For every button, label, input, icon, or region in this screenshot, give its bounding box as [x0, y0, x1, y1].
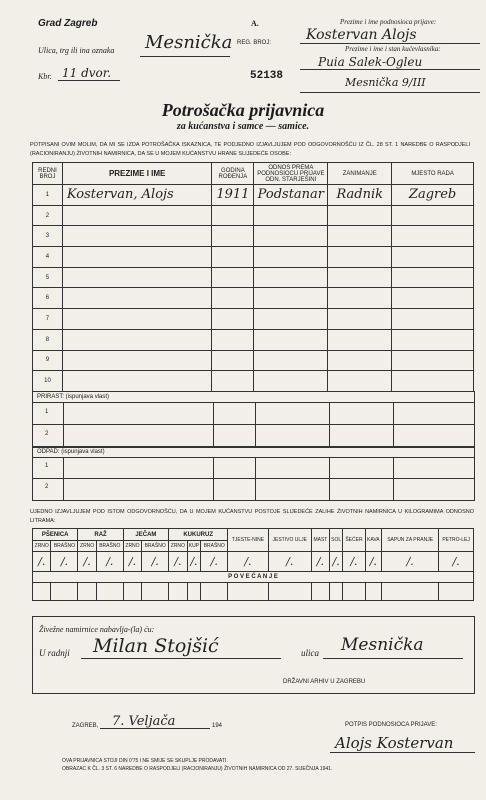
cell-relation [254, 267, 328, 288]
cell-place [392, 288, 474, 309]
stock-blank-cell [311, 583, 329, 601]
cell-no: 9 [33, 350, 63, 371]
cell-year [212, 247, 254, 268]
cell-year [212, 329, 254, 350]
increase-label: P O V E Ć A N J E [33, 572, 474, 583]
cell-name: Kostervan, Alojs [62, 185, 212, 206]
footer-note-1: OVA PRIJAVNICA STOJI DIN 0'75 I NE SMIJE SE SKUPLJE PRODAVATI. [62, 758, 228, 764]
intro-text: POTPISANI OVIM MOLIM, DA MI SE IZDA POTROŠAČKA ISKAZNICA, TE PODJEDNO IZJAVLJUJEM POD ODGOVORNOŠĆU IZ ČL. 28 ST. 1 NAREDBE O RASPODJELI (RACIONIRANJU) ŽIVOTNIH NAMIRNICA, DA SE U MOJEM KUĆANSTVU HRANE SLIJEDEĆE OSOBE: [30, 142, 470, 157]
stock-sub-heading: ZRNO [169, 541, 187, 552]
stock-value: /. [187, 552, 201, 572]
cell-occupation [328, 288, 392, 309]
cell-relation [254, 288, 328, 309]
stock-single-heading: PETRO-LEJ [439, 529, 474, 552]
cell-year [212, 350, 254, 371]
stock-value: /. [382, 552, 439, 572]
stock-blank-cell [96, 583, 123, 601]
stock-sub-heading: BRAŠNO [142, 541, 169, 552]
signature: Alojs Kostervan [335, 734, 454, 752]
cell-place [392, 226, 474, 247]
header-occupation: ZANIMANJE [328, 163, 392, 185]
cell-relation [254, 226, 328, 247]
table-row [33, 329, 474, 350]
cell-no: 8 [33, 329, 63, 350]
stock-blank-cell [365, 583, 382, 601]
departures-row-1: 1 [45, 463, 49, 469]
arrivals-row-1: 1 [45, 409, 49, 415]
table-row [33, 350, 474, 371]
cell-no: 2 [33, 205, 63, 226]
stock-single-heading: ŠEĆER [343, 529, 365, 552]
stock-value: /. [228, 552, 268, 572]
table-row [33, 371, 474, 392]
cell-name [62, 371, 212, 392]
cell-relation [254, 329, 328, 350]
table-row [33, 267, 474, 288]
header-name: PREZIME I IME [62, 163, 212, 185]
header-no: REDNI BROJ [33, 163, 63, 185]
cell-name [62, 226, 212, 247]
cell-no: 7 [33, 309, 63, 330]
footer-year: 194 [212, 723, 223, 729]
stock-single-heading: TJESTE-NINE [228, 529, 268, 552]
stock-group-heading: RAŽ [78, 529, 123, 541]
cell-name [62, 205, 212, 226]
stock-value: /. [142, 552, 169, 572]
cell-relation [254, 205, 328, 226]
stock-value: /. [78, 552, 96, 572]
stock-group-heading: JEČAM [123, 529, 168, 541]
cell-no: 6 [33, 288, 63, 309]
supply-box [32, 616, 475, 694]
footer-place: ZAGREB, [72, 723, 99, 729]
cell-place [392, 247, 474, 268]
stock-blank-row [33, 583, 474, 601]
stock-blank-cell [33, 583, 51, 601]
house-value: 11 dvor. [62, 66, 112, 80]
city-label: Grad Zagreb [38, 18, 98, 29]
street-value: Mesnička [145, 32, 233, 53]
house-label: Kbr. [38, 72, 52, 81]
stock-sub-heading: ZRNO [78, 541, 96, 552]
cell-occupation [328, 226, 392, 247]
stock-blank-cell [169, 583, 187, 601]
table-row [33, 185, 474, 206]
stock-blank-cell [228, 583, 268, 601]
stock-value: /. [343, 552, 365, 572]
stock-value: /. [33, 552, 51, 572]
stock-sub-heading: BRAŠNO [51, 541, 78, 552]
cell-name [62, 329, 212, 350]
stock-sub-heading: BRAŠNO [201, 541, 228, 552]
stock-sub-heading: ZRNO [123, 541, 141, 552]
cell-place [392, 267, 474, 288]
cell-occupation: Radnik [328, 185, 392, 206]
cell-name [62, 309, 212, 330]
cell-relation [254, 371, 328, 392]
stock-blank-cell [78, 583, 96, 601]
cell-year [212, 226, 254, 247]
arrivals-row-2: 2 [45, 431, 49, 437]
header-relation: ODNOS PREMA PODNOSIOCU PRIJAVE ODN. STARJEŠINI [254, 163, 328, 185]
header-year: GODINA ROĐENJA [212, 163, 254, 185]
stock-blank-cell [187, 583, 201, 601]
applicant-label: Prezime i ime podnosioca prijave: [340, 18, 437, 26]
cell-place [392, 205, 474, 226]
table-row [33, 205, 474, 226]
stock-blank-cell [382, 583, 439, 601]
cell-occupation [328, 267, 392, 288]
owner-label: Prezime i ime i stan kućevlasnika: [345, 45, 441, 53]
street-label-supply: ulica [301, 648, 319, 658]
cell-place [392, 309, 474, 330]
footer-date: 7. Veljača [112, 714, 176, 729]
cell-occupation [328, 309, 392, 330]
stock-increase-row [33, 572, 474, 583]
cell-name [62, 288, 212, 309]
arrivals-label: PRIRAST: (ispunjava vlast) [37, 394, 110, 400]
table-row [33, 226, 474, 247]
stock-value: /. [439, 552, 474, 572]
stock-group-heading: KUKURUZ [169, 529, 228, 541]
departures-block [32, 446, 475, 501]
stock-sub-heading: BRAŠNO [96, 541, 123, 552]
archive-stamp: DRŽAVNI ARHIV U ZAGREBU [283, 679, 366, 685]
letter-label: A. [251, 19, 259, 28]
cell-place [392, 350, 474, 371]
cell-year [212, 309, 254, 330]
cell-relation [254, 247, 328, 268]
reg-label: REG. BROJ: [237, 40, 272, 46]
departures-row-2: 2 [45, 484, 49, 490]
arrivals-block [32, 391, 475, 448]
stock-value: /. [96, 552, 123, 572]
cell-relation: Podstanar [254, 185, 328, 206]
cell-no: 1 [33, 185, 63, 206]
cell-relation [254, 350, 328, 371]
stock-sub-heading: ZRNO [33, 541, 51, 552]
form-title: Potrošačka prijavnica [161, 100, 325, 120]
shop-value: Milan Stojšić [93, 635, 219, 657]
stock-value: /. [329, 552, 342, 572]
departures-label: ODPAD: (ispunjava vlast) [37, 449, 105, 455]
stock-value: /. [201, 552, 228, 572]
cell-place [392, 371, 474, 392]
stock-value: /. [51, 552, 78, 572]
cell-place [392, 329, 474, 350]
cell-year [212, 371, 254, 392]
stock-blank-cell [343, 583, 365, 601]
signature-label: POTPIS PODNOSIOCA PRIJAVE: [345, 722, 437, 728]
stock-single-heading: JESTIVO ULJE [268, 529, 311, 552]
cell-year [212, 205, 254, 226]
persons-header-row [33, 163, 474, 185]
cell-year [212, 267, 254, 288]
stock-values-row [33, 552, 474, 572]
street-label: Ulica, trg ili ina oznaka [38, 46, 115, 55]
table-row [33, 247, 474, 268]
stock-value: /. [123, 552, 141, 572]
persons-table [32, 162, 474, 392]
reg-number: 52138 [250, 70, 284, 82]
cell-occupation [328, 247, 392, 268]
cell-no: 3 [33, 226, 63, 247]
stock-blank-cell [201, 583, 228, 601]
stock-single-heading: SAPUN ZA PRANJE [382, 529, 439, 552]
cell-occupation [328, 371, 392, 392]
stock-blank-cell [51, 583, 78, 601]
stock-group-row [33, 529, 474, 541]
supply-street-value: Mesnička [341, 635, 424, 655]
shop-label: U radnji [39, 648, 70, 658]
stock-sub-heading: KUP [187, 541, 201, 552]
applicant-value: Kostervan Alojs [306, 27, 417, 43]
stock-single-heading: MAST [311, 529, 329, 552]
header-place: MJESTO RADA [392, 163, 474, 185]
stock-value: /. [268, 552, 311, 572]
table-row [33, 309, 474, 330]
cell-occupation [328, 329, 392, 350]
footer-note-2: OBRAZAC K ČL. 3 ST. 6 NAREDBE O RASPODJELI (RACIONIRANJU) ŽIVOTNIH NAMIRNICA OD 27. SIJEČNJA 1941. [62, 766, 333, 772]
form-subtitle: za kućanstva i samce — samice. [176, 121, 310, 132]
cell-relation [254, 309, 328, 330]
cell-no: 4 [33, 247, 63, 268]
cell-year: 1911 [212, 185, 254, 206]
stock-blank-cell [142, 583, 169, 601]
supply-label: Živežne namirnice nabavlja-(la) ću: [39, 625, 155, 634]
cell-name [62, 267, 212, 288]
stock-single-heading: SOL [329, 529, 342, 552]
stock-table [32, 528, 474, 601]
stock-blank-cell [439, 583, 474, 601]
stock-value: /. [169, 552, 187, 572]
cell-occupation [328, 350, 392, 371]
stock-blank-cell [123, 583, 141, 601]
stock-value: /. [311, 552, 329, 572]
stock-value: /. [365, 552, 382, 572]
stock-single-heading: KAVA [365, 529, 382, 552]
cell-name [62, 350, 212, 371]
owner-address: Mesnička 9/III [345, 76, 426, 89]
cell-no: 5 [33, 267, 63, 288]
stock-blank-cell [268, 583, 311, 601]
cell-place: Zagreb [392, 185, 474, 206]
stock-blank-cell [329, 583, 342, 601]
stock-group-heading: PŠENICA [33, 529, 78, 541]
cell-name [62, 247, 212, 268]
declaration-text: UJEDNO IZJAVLJUJEM POD ISTOM ODGOVORNOŠĆU, DA U MOJEM KUĆANSTVU POSTOJE SLIJEDEĆE ZALIHE ŽIVOTNIH NAMIRNICA U KILOGRAMIMA ODNOSNO LITRAMA: [30, 509, 474, 524]
cell-occupation [328, 205, 392, 226]
owner-value: Puia Salek-Ogleu [318, 55, 423, 69]
table-row [33, 288, 474, 309]
cell-no: 10 [33, 371, 63, 392]
cell-year [212, 288, 254, 309]
